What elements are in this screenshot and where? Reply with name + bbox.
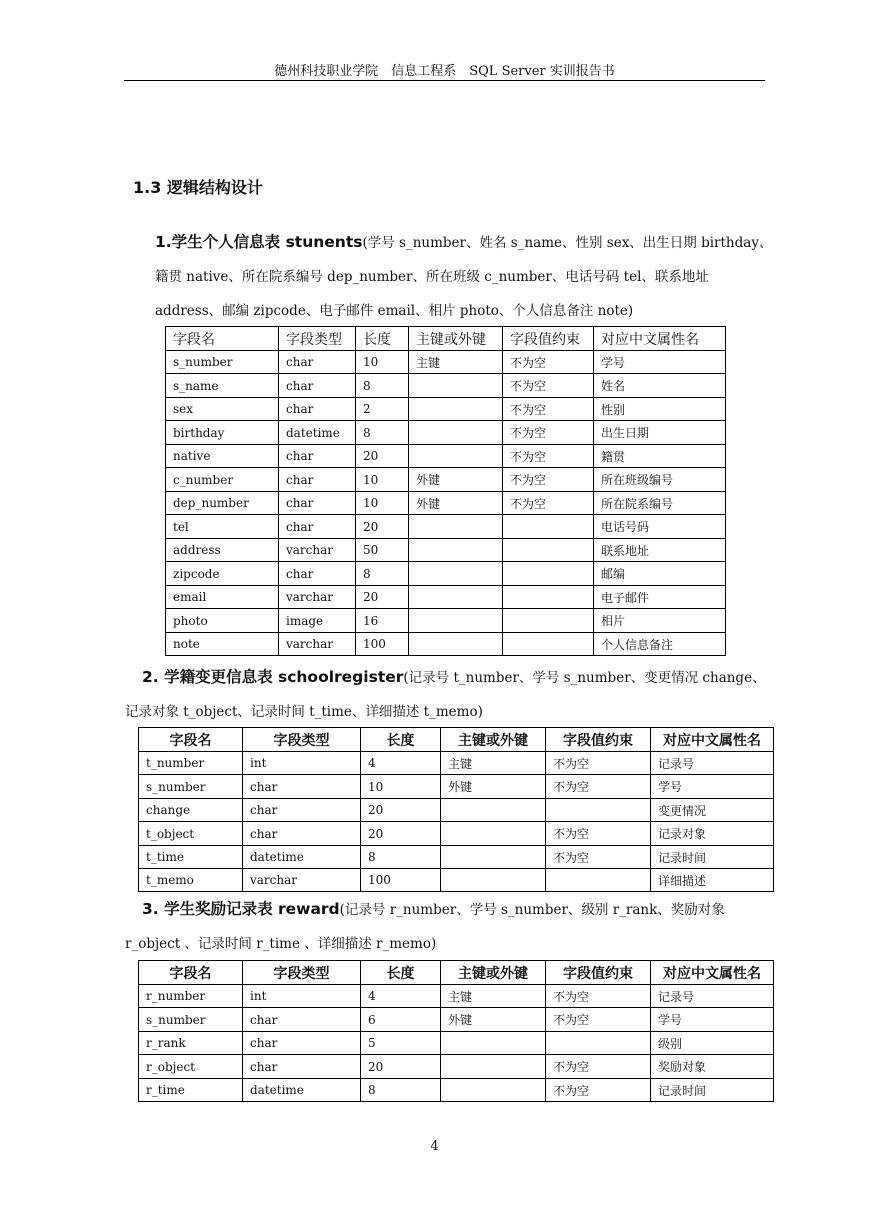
table2-desc-1: (记录号 t_number、学号 s_number、变更情况 change、 [403,670,766,686]
column-header: 长度 [356,327,409,351]
table-cell: varchar [279,539,356,562]
table-cell: 20 [361,799,441,822]
table-cell: char [279,374,356,398]
table-cell: 100 [356,633,409,656]
table-cell [409,515,503,539]
schoolregister-table [138,727,774,892]
table-row [166,351,726,374]
table-cell [441,869,546,892]
table-cell [546,1032,651,1055]
table-cell: 4 [361,985,441,1008]
table-cell [503,562,594,586]
table-cell [441,1079,546,1102]
table-cell: 相片 [594,609,726,633]
table-cell: 20 [361,1055,441,1079]
table3-heading [125,892,775,961]
table-row [139,1008,774,1032]
table-cell: 8 [356,374,409,398]
table-cell [409,586,503,609]
table-cell: varchar [279,586,356,609]
table-cell: 电话号码 [594,515,726,539]
table-cell: varchar [243,869,361,892]
column-header: 字段类型 [243,728,361,752]
table-row [166,374,726,398]
table1-heading-line-2: 籍贯 native、所在院系编号 dep_number、所在班级 c_number、电话号码 tel、联系地址 [155,269,709,285]
table2-heading-line-2: 记录对象 t_object、记录时间 t_time、详细描述 t_memo) [125,704,483,720]
column-header: 主键或外键 [441,728,546,752]
table-cell: dep_number [166,492,279,515]
table-cell: 不为空 [546,822,651,846]
table-row [166,445,726,468]
table-cell [409,398,503,421]
table-cell: 8 [361,1079,441,1102]
table-cell [409,562,503,586]
table-cell: 记录号 [651,752,774,775]
table-cell: t_time [139,846,243,869]
table-cell: char [243,775,361,799]
table-cell: 学号 [651,775,774,799]
table-cell: 记录号 [651,985,774,1008]
table-cell: 不为空 [503,351,594,374]
table-cell: 不为空 [503,445,594,468]
table-cell: native [166,445,279,468]
column-header: 对应中文属性名 [594,327,726,351]
table-cell: char [243,799,361,822]
table-cell [409,374,503,398]
column-header: 字段名 [139,961,243,985]
table-row [139,775,774,799]
column-header: 字段值约束 [546,961,651,985]
table3-desc-1: (记录号 r_number、学号 s_number、级别 r_rank、奖励对象 [339,902,725,918]
table-row [166,539,726,562]
table-cell: char [243,1032,361,1055]
table-cell: 不为空 [503,374,594,398]
column-header: 长度 [361,961,441,985]
column-header: 字段类型 [279,327,356,351]
table-cell: 6 [361,1008,441,1032]
table-cell: 不为空 [503,421,594,445]
table-cell [441,822,546,846]
table-cell: zipcode [166,562,279,586]
table-cell: 16 [356,609,409,633]
table-row [166,492,726,515]
table-row [166,515,726,539]
column-header: 字段值约束 [546,728,651,752]
table-cell: r_object [139,1055,243,1079]
page-header: 德州科技职业学院 信息工程系 SQL Server 实训报告书 [274,64,615,79]
column-header: 字段值约束 [503,327,594,351]
column-header: 字段类型 [243,961,361,985]
table2-heading-line-1 [125,660,775,695]
table-cell: 不为空 [546,775,651,799]
table-cell: r_number [139,985,243,1008]
table-cell [546,869,651,892]
table-row [166,398,726,421]
page-number: 4 [430,1139,439,1154]
table-cell: 8 [361,846,441,869]
table-cell [503,633,594,656]
table-cell: 10 [361,775,441,799]
table-cell: char [243,822,361,846]
table-cell: int [243,985,361,1008]
table-cell: r_rank [139,1032,243,1055]
table-cell: datetime [279,421,356,445]
table-cell: char [279,468,356,492]
table-cell: 联系地址 [594,539,726,562]
table-cell: 主键 [441,985,546,1008]
table-cell: 所在院系编号 [594,492,726,515]
table-cell: 不为空 [546,846,651,869]
table-cell: 出生日期 [594,421,726,445]
table-cell: 不为空 [503,398,594,421]
table-cell: 主键 [409,351,503,374]
table-cell: address [166,539,279,562]
table-cell: 主键 [441,752,546,775]
table-cell: 8 [356,562,409,586]
table-cell: 外键 [441,1008,546,1032]
table1-heading-line-3: address、邮编 zipcode、电子邮件 email、相片 photo、个人信息备注 note) [155,303,634,319]
table-cell: 10 [356,492,409,515]
table-row [139,1032,774,1055]
table-cell: 10 [356,468,409,492]
table-cell: 10 [356,351,409,374]
table-cell: s_number [139,775,243,799]
table-row [166,468,726,492]
table-cell [503,586,594,609]
table-cell: t_number [139,752,243,775]
table1-title: 1.学生个人信息表 stunents [155,233,363,251]
table-cell [546,799,651,822]
table-cell: sex [166,398,279,421]
table-cell: 外键 [409,492,503,515]
table-row [139,985,774,1008]
table-cell: 不为空 [503,492,594,515]
table-cell: 记录对象 [651,822,774,846]
table-cell: tel [166,515,279,539]
table-cell: 20 [356,445,409,468]
table-row [166,562,726,586]
table-cell [409,633,503,656]
table1-desc-1: (学号 s_number、姓名 s_name、性别 sex、出生日期 birthday、 [362,235,773,251]
table-cell: char [279,562,356,586]
table-cell [409,445,503,468]
table-cell: char [279,398,356,421]
table-cell [441,1055,546,1079]
table-cell [409,421,503,445]
table-cell [503,515,594,539]
table-cell: datetime [243,846,361,869]
table-row [139,1055,774,1079]
table-cell: 姓名 [594,374,726,398]
table-cell: 5 [361,1032,441,1055]
table-cell: char [279,515,356,539]
table-row [166,633,726,656]
table2-heading [125,660,775,729]
table-cell: 不为空 [546,1008,651,1032]
table-row [166,421,726,445]
table-cell: char [279,351,356,374]
table-cell [503,609,594,633]
table-cell: s_number [139,1008,243,1032]
table-cell: varchar [279,633,356,656]
table-cell: 记录时间 [651,1079,774,1102]
table-cell: note [166,633,279,656]
table-cell: char [279,492,356,515]
table-cell: datetime [243,1079,361,1102]
table-cell: t_object [139,822,243,846]
table-cell: 学号 [651,1008,774,1032]
table-cell: 籍贯 [594,445,726,468]
column-header: 长度 [361,728,441,752]
table-cell: 外键 [409,468,503,492]
table-cell: 不为空 [546,752,651,775]
table-row [139,1079,774,1102]
table-cell: email [166,586,279,609]
table1-heading-line-1 [155,225,775,260]
table-cell: image [279,609,356,633]
table-cell: 性别 [594,398,726,421]
table-cell: 详细描述 [651,869,774,892]
table-cell: c_number [166,468,279,492]
table-cell: 个人信息备注 [594,633,726,656]
table-cell: r_time [139,1079,243,1102]
table2-title: 2. 学籍变更信息表 schoolregister [142,668,404,686]
table-cell: 4 [361,752,441,775]
table-row [139,846,774,869]
table-row [139,822,774,846]
table-cell [409,539,503,562]
table-cell [441,846,546,869]
table-row [139,799,774,822]
table-row [166,586,726,609]
table-cell: birthday [166,421,279,445]
table-cell: 8 [356,421,409,445]
students-table [165,326,726,656]
column-header: 对应中文属性名 [651,728,774,752]
table-cell: 外键 [441,775,546,799]
table3-heading-line-1 [125,892,775,927]
table-cell: 奖励对象 [651,1055,774,1079]
table-cell: 20 [361,822,441,846]
table-cell: 学号 [594,351,726,374]
table-cell: 20 [356,586,409,609]
table-row [166,609,726,633]
table-cell: photo [166,609,279,633]
column-header: 字段名 [166,327,279,351]
table-cell: s_number [166,351,279,374]
table-cell: 2 [356,398,409,421]
table-cell: 电子邮件 [594,586,726,609]
table-cell: 不为空 [546,985,651,1008]
table-cell: 50 [356,539,409,562]
table-cell: 20 [356,515,409,539]
table-cell: 所在班级编号 [594,468,726,492]
table-row [139,752,774,775]
table-cell: 邮编 [594,562,726,586]
table-cell: char [279,445,356,468]
table-cell: char [243,1055,361,1079]
header-rule [124,80,765,81]
table-cell: t_memo [139,869,243,892]
table1-heading [155,225,775,328]
table3-title: 3. 学生奖励记录表 reward [142,900,340,918]
table-row [139,869,774,892]
table-cell [441,1032,546,1055]
table-cell: change [139,799,243,822]
table-cell: 记录时间 [651,846,774,869]
table-cell: 不为空 [503,468,594,492]
table-cell: 变更情况 [651,799,774,822]
column-header: 主键或外键 [409,327,503,351]
table-cell: 级别 [651,1032,774,1055]
table-cell: int [243,752,361,775]
reward-table [138,960,774,1102]
table-cell: s_name [166,374,279,398]
table-cell [409,609,503,633]
column-header: 主键或外键 [441,961,546,985]
table-cell [441,799,546,822]
column-header: 对应中文属性名 [651,961,774,985]
section-title: 1.3 逻辑结构设计 [133,178,263,197]
table3-heading-line-2: r_object 、记录时间 r_time 、详细描述 r_memo) [125,936,437,952]
table-cell: 不为空 [546,1055,651,1079]
column-header: 字段名 [139,728,243,752]
table-cell: 100 [361,869,441,892]
table-cell: char [243,1008,361,1032]
table-cell [503,539,594,562]
table-cell: 不为空 [546,1079,651,1102]
